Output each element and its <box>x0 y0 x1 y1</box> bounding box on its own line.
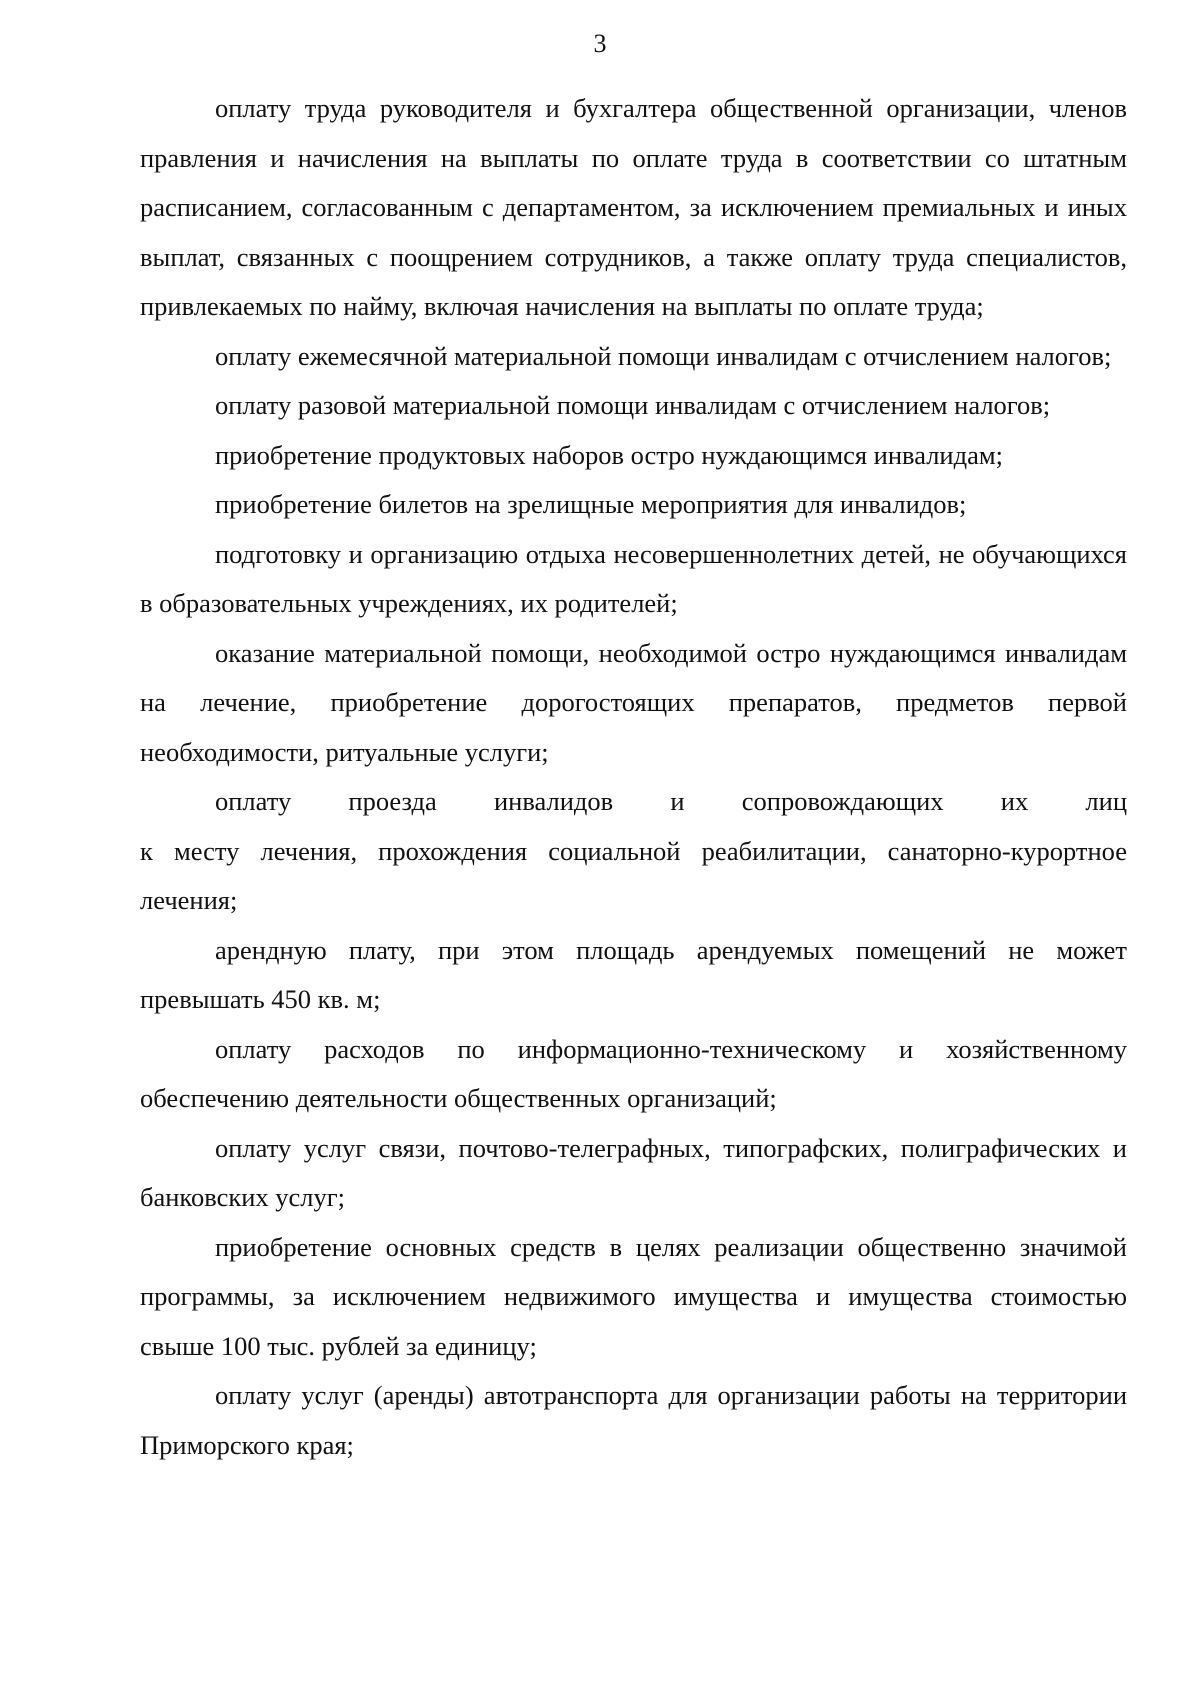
paragraph-tickets: приобретение билетов на зрелищные мероприятия для инвалидов; <box>215 489 967 519</box>
paragraph-travel-line2: к месту лечения, прохождения социальной реабилитации, санаторно-курортное лечения; <box>140 835 1127 915</box>
paragraph-communication: оплату услуг связи, почтово-телеграфных, типографских, полиграфических и банковских услуг; <box>140 1132 1127 1212</box>
paragraph-transport: оплату услуг (аренды) автотранспорта для организации работы на территории Приморского края; <box>140 1380 1127 1460</box>
paragraph-one-time-aid: оплату разовой материальной помощи инвалидам с отчислением налогов; <box>215 390 1051 420</box>
paragraph-monthly-aid: оплату ежемесячной материальной помощи инвалидам с отчислением налогов; <box>215 340 1112 371</box>
paragraph-travel-line1: оплату проезда инвалидов и сопровождающих их лиц <box>215 786 1127 816</box>
paragraph-info-tech: оплату расходов по информационно-техническому и хозяйственному обеспечению деятельности общественных организаций; <box>140 1033 1127 1113</box>
page-number: 3 <box>593 29 607 58</box>
paragraph-salary: оплату труда руководителя и бухгалтера общественной организации, членов правления и начисления на выплаты по оплате труда в соответствии со штатным расписанием, согласованным с департаментом, за исключением премиальных и иных выплат, связанных с поощрением сотрудников, а также оплату труда специалистов, привлекаемых по найму, включая начисления на выплаты по оплате труда; <box>140 93 1127 321</box>
paragraph-children-rest: подготовку и организацию отдыха несовершеннолетних детей, не обучающихся в образовательных учреждениях, их родителей; <box>140 538 1127 618</box>
document-body <box>140 84 1127 1470</box>
paragraph-food-sets: приобретение продуктовых наборов остро нуждающимся инвалидам; <box>215 439 1003 470</box>
paragraph-fixed-assets: приобретение основных средств в целях реализации общественно значимой программы, за исключением недвижимого имущества и имущества стоимостью свыше 100 тыс. рублей за единицу; <box>140 1231 1127 1361</box>
paragraph-material-help: оказание материальной помощи, необходимой остро нуждающимся инвалидам на лечение, приобретение дорогостоящих препаратов, предметов первой необходимости, ритуальные услуги; <box>140 637 1127 767</box>
paragraph-rent: арендную плату, при этом площадь арендуемых помещений не может превышать 450 кв. м; <box>140 934 1127 1014</box>
